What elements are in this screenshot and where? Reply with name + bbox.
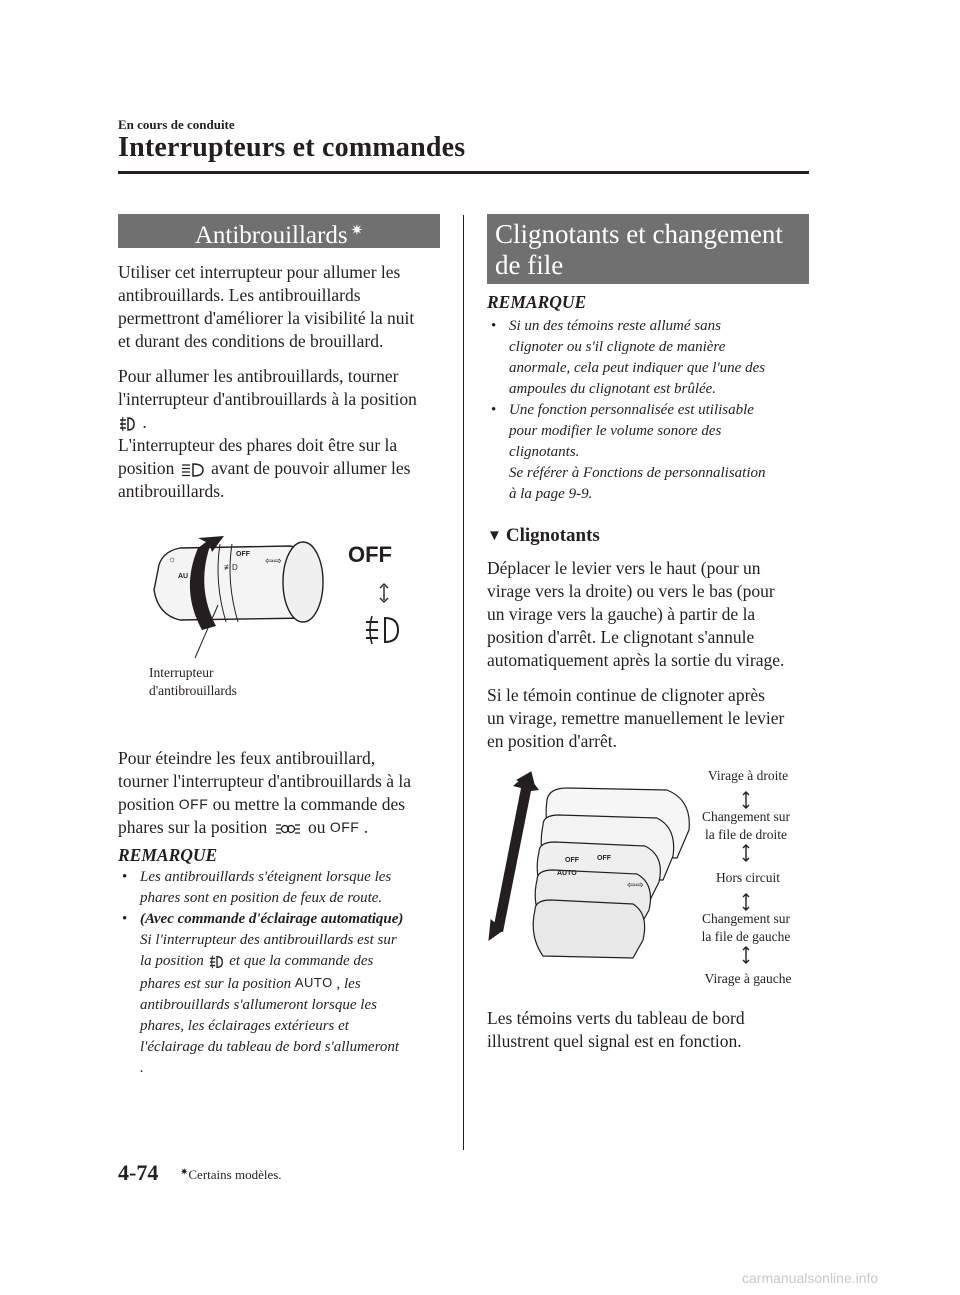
footnote: ✷Certains modèles. xyxy=(180,1167,282,1182)
turn-signal-paragraph xyxy=(487,557,817,672)
text-line: . xyxy=(118,411,448,434)
off-symbol: OFF xyxy=(329,819,360,835)
text-line: antibrouillards. Les antibrouillards xyxy=(118,285,361,305)
indicator-paragraph xyxy=(487,1007,817,1053)
page-title: Interrupteurs et commandes xyxy=(118,132,466,163)
turn-signal-lever-illustration xyxy=(487,770,697,995)
svg-text:⇦⇨: ⇦⇨ xyxy=(627,880,644,891)
text-line: illustrent quel signal est en fonction. xyxy=(487,1031,742,1051)
parking-light-icon xyxy=(272,822,304,836)
text-line: L'interrupteur des phares doit être sur la xyxy=(118,435,398,455)
bullet-icon: • xyxy=(491,402,497,418)
note-item: • (Avec commande d'éclairage automatique) Si l'interrupteur des antibrouillards est sur la position et que la commande des phares est sur la position AUTO , les antibrouillards s'allumeront lorsque les phares, les éclairages extérieurs et l'éclairage du tableau de bord s'allumeront . xyxy=(122,911,404,1076)
text-line: et durant des conditions de brouillard. xyxy=(118,331,384,351)
fog-off-paragraph xyxy=(118,747,453,839)
text-line: virage vers la droite) ou vers le bas (pour xyxy=(487,581,775,601)
reset-lever-paragraph xyxy=(487,684,817,753)
label-off-position: Hors circuit xyxy=(715,870,781,885)
svg-text:⇦⇨: ⇦⇨ xyxy=(265,556,282,567)
label-lane-change-left: Changement sur la file de gauche xyxy=(701,911,791,944)
updown-arrow-icon xyxy=(741,945,751,965)
label-left-turn: Virage à gauche xyxy=(704,971,792,986)
text-line: automatiquement après la sortie du virage. xyxy=(487,650,785,670)
text-line: Utiliser cet interrupteur pour allumer les xyxy=(118,262,401,282)
label-right-turn: Virage à droite xyxy=(707,768,789,783)
headlight-low-beam-icon xyxy=(179,462,207,478)
turn-signals-subheading: ▼ Clignotants xyxy=(487,525,600,546)
front-fog-icon xyxy=(118,415,138,433)
text-line: antibrouillards. xyxy=(118,481,225,501)
front-fog-icon xyxy=(208,954,226,970)
turn-signals-heading: Clignotants et changement de file xyxy=(487,214,809,284)
text-line: position d'arrêt. Le clignotant s'annule xyxy=(487,627,755,647)
off-symbol: OFF xyxy=(178,796,209,812)
updown-arrow-icon xyxy=(741,892,751,912)
fog-lights-heading-text: Antibrouillards xyxy=(194,222,348,249)
fog-lights-heading xyxy=(118,214,440,248)
section-kicker: En cours de conduite xyxy=(118,117,235,132)
text-line: permettront d'améliorer la visibilité la nuit xyxy=(118,308,415,328)
note-item: • Si un des témoins reste allumé sans clignoter ou s'il clignote de manière anormale, cela peut indiquer que l'une des ampoules du clignotant est brûlée. xyxy=(491,318,766,397)
text-line: en position d'arrêt. xyxy=(487,731,617,751)
optional-star-icon: ✷ xyxy=(350,223,364,239)
bullet-icon: • xyxy=(491,318,497,334)
text-line: un virage vers la gauche) à partir de la xyxy=(487,604,756,624)
svg-text:OFF: OFF xyxy=(236,551,250,558)
text-line: phares sur la position ou OFF . xyxy=(118,817,369,837)
svg-text:OFF: OFF xyxy=(597,855,611,862)
fog-off-label: OFF xyxy=(348,542,392,567)
text-line: Déplacer le levier vers le haut (pour un xyxy=(487,558,761,578)
updown-arrow-icon xyxy=(741,843,751,863)
svg-text:AUTO: AUTO xyxy=(557,870,577,877)
text-line: tourner l'interrupteur d'antibrouillards à la xyxy=(118,771,412,791)
note-item: • Les antibrouillards s'éteignent lorsque les phares sont en position de feux de route. xyxy=(122,869,392,906)
text-line: position OFF ou mettre la commande des xyxy=(118,794,406,814)
optional-star-icon: ✷ xyxy=(180,1167,189,1178)
auto-symbol: AUTO xyxy=(294,975,333,990)
page-number: 4-74 xyxy=(118,1160,159,1185)
svg-text:OFF: OFF xyxy=(565,857,579,864)
note-heading-right: REMARQUE xyxy=(487,292,587,312)
bullet-icon: • xyxy=(122,869,128,885)
text-line: un virage, remettre manuellement le levier xyxy=(487,708,785,728)
watermark: carmanualsonline.info xyxy=(742,1270,879,1286)
note-item: • Une fonction personnalisée est utilisable pour modifier le volume sonore des clignotants. Se référer à Fonctions de personnalisation à la page 9-9. xyxy=(491,402,766,502)
updown-arrow-icon xyxy=(741,790,751,810)
bullet-icon: • xyxy=(122,911,128,927)
svg-text:AU: AU xyxy=(178,573,189,580)
note-heading-left: REMARQUE xyxy=(118,845,218,865)
fog-on-paragraph xyxy=(118,365,448,503)
text-line: Les témoins verts du tableau de bord xyxy=(487,1008,745,1028)
title-rule xyxy=(118,171,809,174)
text-line: Pour éteindre les feux antibrouillard, xyxy=(118,748,376,768)
text-line: Si le témoin continue de clignoter après xyxy=(487,685,765,705)
svg-text:≢D: ≢D xyxy=(224,563,238,572)
triangle-marker-icon: ▼ xyxy=(487,528,502,544)
svg-text:☼: ☼ xyxy=(168,554,177,564)
fog-switch-callout: Interrupteur d'antibrouillards xyxy=(149,665,237,698)
fog-intro-paragraph xyxy=(118,261,448,353)
text-line: position avant de pouvoir allumer les xyxy=(118,458,411,478)
text-line: l'interrupteur d'antibrouillards à la position xyxy=(118,389,417,409)
column-divider xyxy=(463,215,464,1150)
text-line: Pour allumer les antibrouillards, tourner xyxy=(118,366,399,386)
label-lane-change-right: Changement sur la file de droite xyxy=(701,809,791,842)
